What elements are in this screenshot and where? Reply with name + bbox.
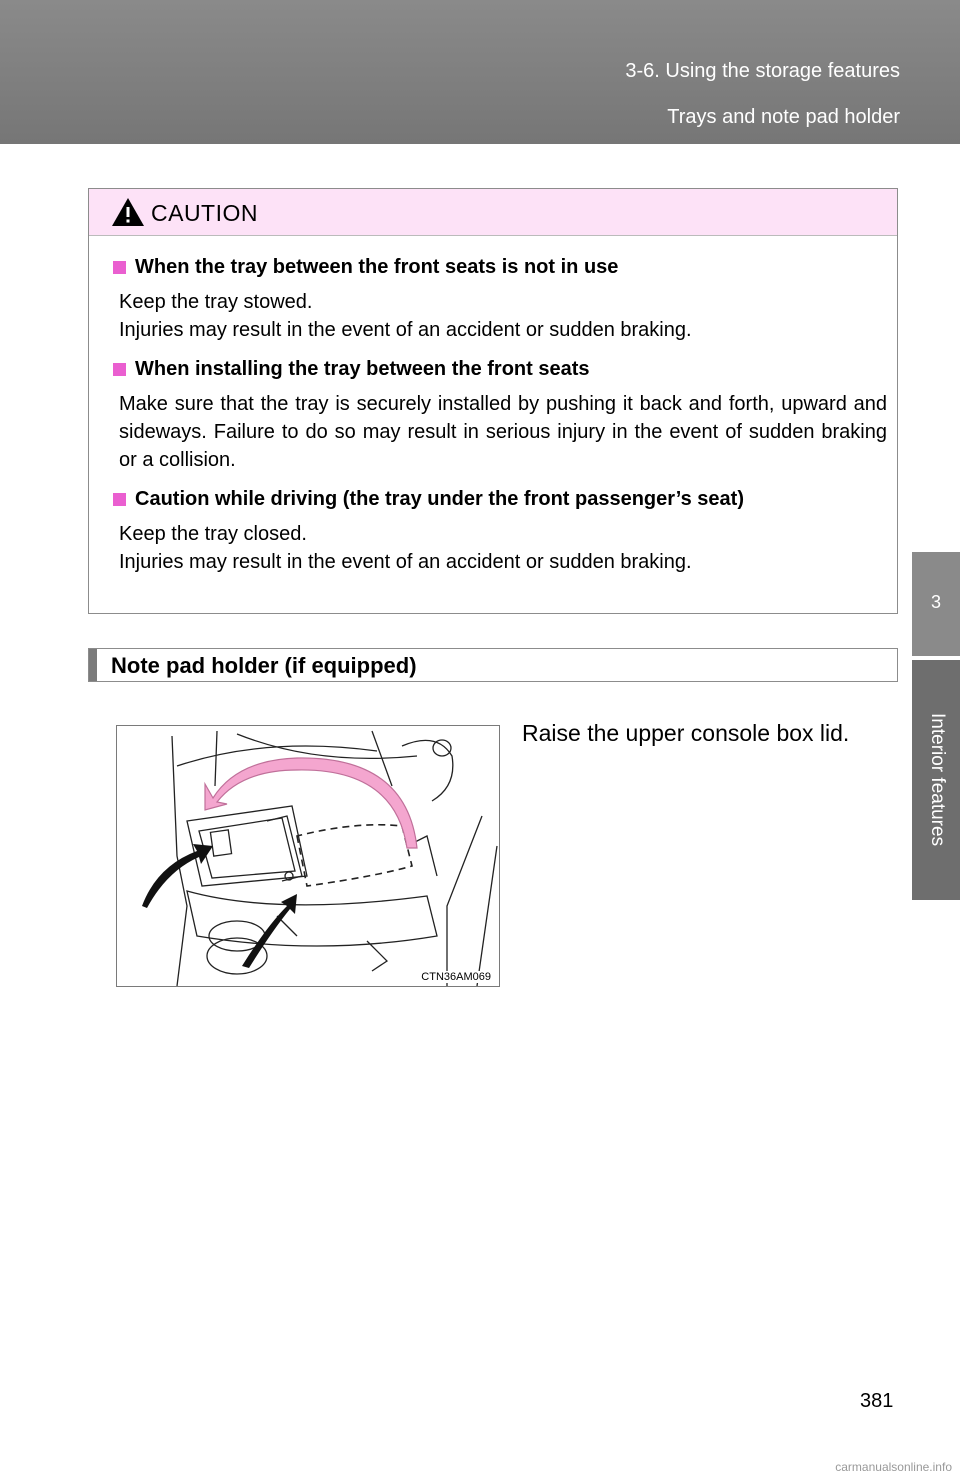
bullet-square-icon [113, 493, 126, 506]
chapter-number-tab: 3 [912, 552, 960, 656]
figure-code: CTN36AM069 [421, 971, 491, 983]
caution-text-line: Keep the tray closed. [119, 523, 307, 545]
section-heading-bar [89, 649, 97, 681]
caution-heading-text: Caution while driving (the tray under the front passenger’s seat) [135, 488, 744, 510]
chapter-tab [912, 660, 960, 900]
caution-item-text [119, 390, 887, 474]
caution-text-line: Make sure that the tray is securely installed by pushing it back and forth, upward and sideways. Failure to do so may result in serious injury in the event of sudden braking or a collision. [119, 393, 887, 471]
page-header [0, 0, 960, 144]
watermark-text: carmanualsonline.info [835, 1460, 952, 1474]
warning-icon [111, 197, 145, 227]
caution-box [88, 188, 898, 614]
page-subtitle: Trays and note pad holder [667, 106, 900, 128]
caution-text-line: Injuries may result in the event of an accident or sudden braking. [119, 319, 692, 341]
chapter-title: Interior features [927, 713, 948, 847]
bullet-square-icon [113, 363, 126, 376]
bullet-square-icon [113, 261, 126, 274]
console-illustration [116, 725, 500, 987]
caution-header [89, 189, 897, 236]
caution-heading-text: When installing the tray between the front seats [135, 358, 590, 380]
caution-item-heading [113, 358, 887, 381]
caution-title: CAUTION [151, 200, 258, 226]
section-heading-text: Note pad holder (if equipped) [111, 653, 417, 678]
raise-arrow-icon [205, 758, 417, 848]
page-number: 381 [860, 1390, 894, 1412]
caution-item-text [119, 520, 887, 576]
section-heading [88, 648, 898, 682]
caution-body [89, 236, 897, 576]
caution-text-line: Keep the tray stowed. [119, 291, 313, 313]
section-title: 3-6. Using the storage features [625, 60, 900, 82]
caution-text-line: Injuries may result in the event of an accident or sudden braking. [119, 551, 692, 573]
console-lid-drawing [117, 726, 499, 986]
caution-item-heading [113, 256, 887, 279]
pointer-arrow-icon [242, 894, 297, 968]
instruction-text: Raise the upper console box lid. [522, 720, 850, 746]
caution-item-text [119, 288, 887, 344]
caution-heading-text: When the tray between the front seats is not in use [135, 256, 619, 278]
caution-item-heading [113, 488, 887, 511]
